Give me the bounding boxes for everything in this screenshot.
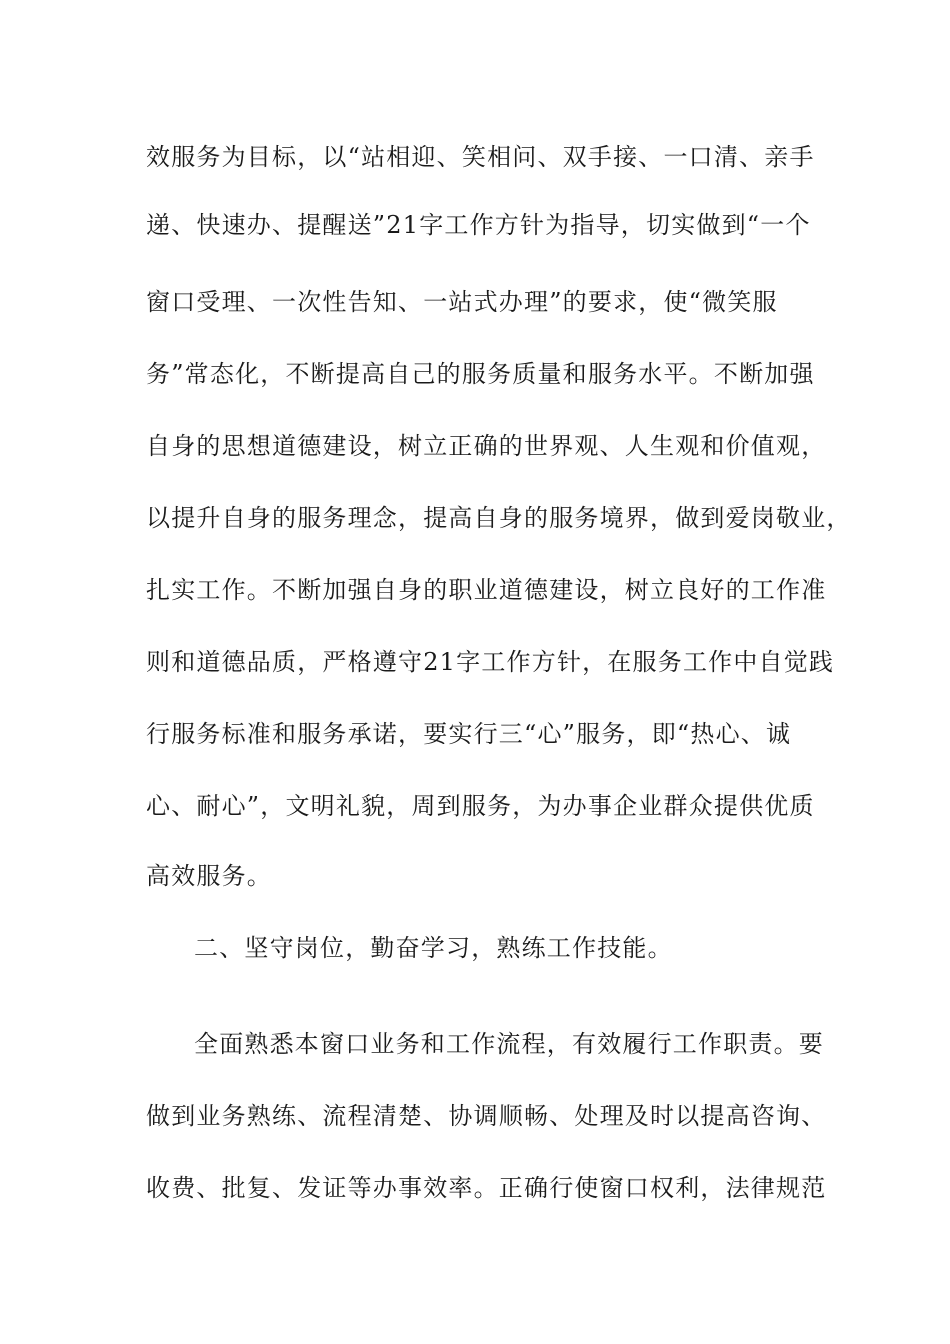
text-line: 全面熟悉本窗口业务和工作流程，有效履行工作职责。要 xyxy=(194,1030,824,1058)
section-heading: 二、坚守岗位，勤奋学习，熟练工作技能。 xyxy=(194,934,673,962)
text-line: 做到业务熟练、流程清楚、协调顺畅、处理及时以提高咨询、 xyxy=(146,1102,827,1130)
text-line: 效服务为目标，以“站相迎、笑相问、双手接、一口清、亲手 xyxy=(146,143,815,171)
text-line: 则和道德品质，严格遵守21字工作方针，在服务工作中自觉践 xyxy=(146,648,835,676)
text-line: 行服务标准和服务承诺，要实行三“心”服务，即“热心、诚 xyxy=(146,720,792,748)
text-line: 高效服务。 xyxy=(146,862,272,890)
text-line: 窗口受理、一次性告知、一站式办理”的要求，使“微笑服 xyxy=(146,288,778,316)
text-line: 以提升自身的服务理念，提高自身的服务境界，做到爱岗敬业， xyxy=(146,504,852,532)
text-line: 递、快速办、提醒送”21字工作方针为指导，切实做到“一个 xyxy=(146,211,811,239)
text-line: 心、耐心”，文明礼貌，周到服务，为办事企业群众提供优质 xyxy=(146,792,815,820)
text-line: 收费、批复、发证等办事效率。正确行使窗口权利，法律规范 xyxy=(146,1174,827,1202)
text-line: 自身的思想道德建设，树立正确的世界观、人生观和价值观， xyxy=(146,432,827,460)
text-line: 扎实工作。不断加强自身的职业道德建设，树立良好的工作准 xyxy=(146,576,827,604)
text-line: 务”常态化，不断提高自己的服务质量和服务水平。不断加强 xyxy=(146,360,815,388)
